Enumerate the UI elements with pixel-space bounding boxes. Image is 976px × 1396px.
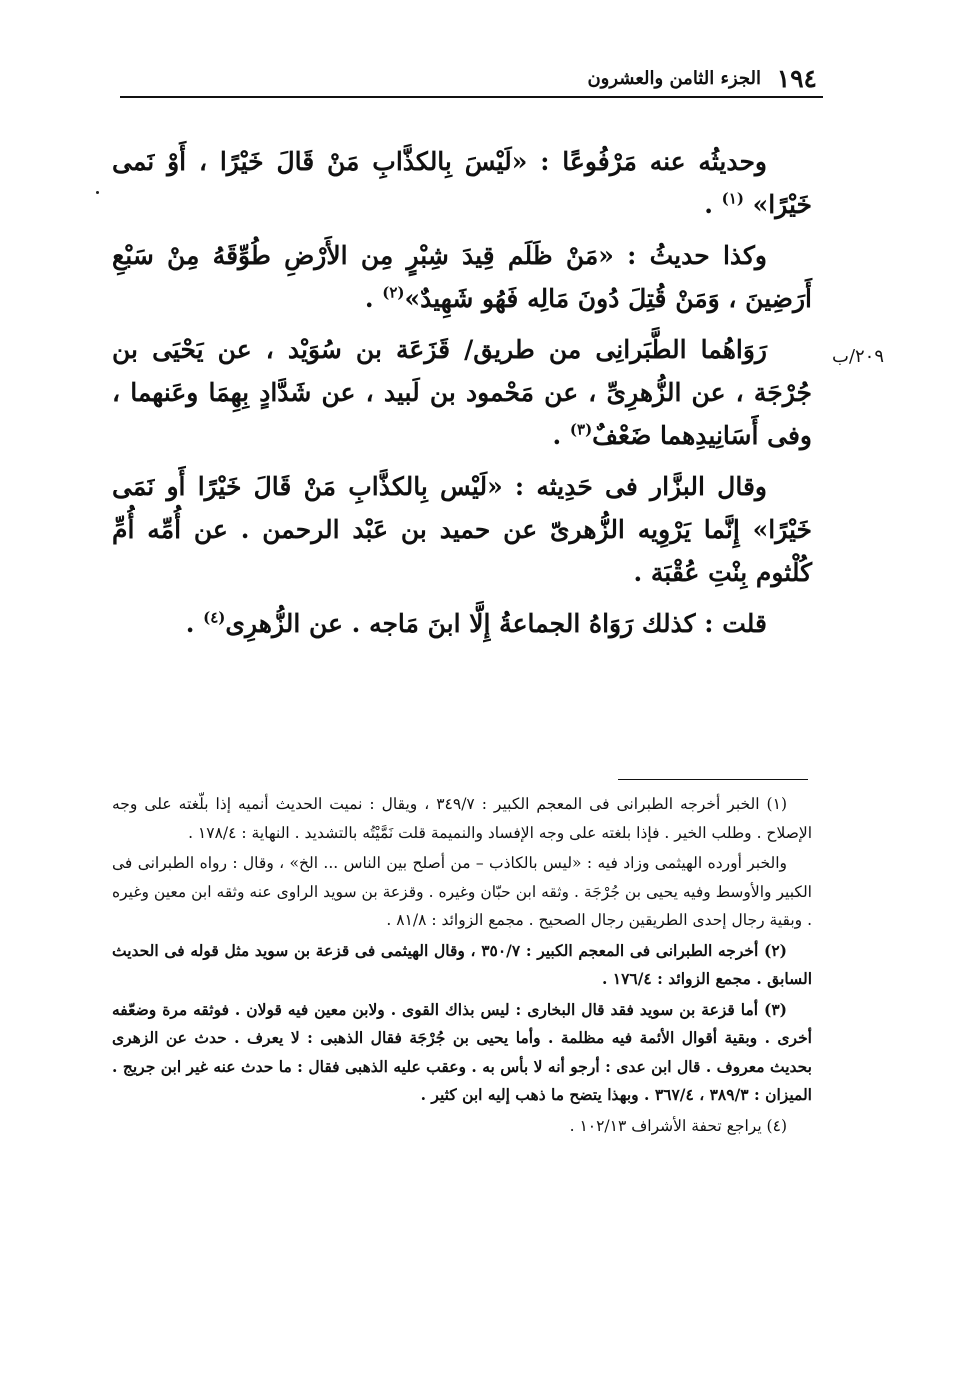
paragraph-5 (112, 602, 812, 645)
paragraph-4-text: وقال البزَّار فى حَدِيثه : «لَيْس بِالكذَّابِ مَنْ قَالَ خَيْرًا أَو نَمَى خَيْرًا» إِنَّما يَرْوِيه الزُّهرىّ عن حميد بن عَبْد الرحمن . عن أُمِّه أُمِّ كُلْثوم بِنْتِ عُقْبَة . (112, 472, 812, 587)
footnote-1: (١) الخبر أخرجه الطبرانى فى المعجم الكبير : ٣٤٩/٧ ، ويقال : نميت الحديث أنميه إذا بلّغته على وجه الإصلاح . وطلب الخير . فإذا بلغته على وجه الإفساد والنميمة قلت نَمَّيْتُه بالتشديد . النهاية : ١٧٨/٤ . (112, 795, 812, 842)
paragraph-1-tail: . (704, 190, 722, 219)
margin-folio-note: ٢٠٩/ب (832, 346, 885, 367)
footnote-1-continued: والخبر أورده الهيثمى وزاد فيه : «ليس بالكاذب – من أصلح بين الناس ... الخ» ، وقال : رواه الطبرانى فى الكبير والأوسط وفيه يحيى بن جُرْجَة . وثقه ابن حبّان وغيره . وقزعة بن سويد الراوى عنه وثقه ابن معين وغيره . وبقية رجال إحدى الطريقين رجال الصحيح . مجمع الزوائد : ٨١/٨ . (112, 854, 812, 929)
paragraph-2-text: وكذا حديثُ : «مَنْ ظَلَم قِيدَ شِبْرٍ مِن الأَرْضِ طُوِّقَهُ مِنْ سَبْعِ أَرَضِينَ ، وَمَنْ قُتِلَ دُونَ مَالِه فَهُو شَهِيدٌ» (112, 241, 812, 313)
paragraph-2-tail: . (364, 284, 383, 313)
page-number: ١٩٤ (776, 64, 817, 93)
header-rule (120, 96, 823, 98)
main-text (112, 140, 812, 653)
running-title: الجزء الثامن والعشرون (587, 68, 761, 89)
paragraph-4 (112, 465, 812, 594)
footnote-ref-3: (٣) (569, 420, 593, 439)
paragraph-3 (112, 328, 812, 457)
page-header (120, 60, 823, 100)
scan-speck (96, 191, 99, 194)
footnote-separator (618, 779, 808, 780)
footnote-ref-2: (٢) (382, 283, 405, 302)
paragraph-5-tail: . (185, 609, 204, 638)
paragraph-1 (112, 140, 812, 226)
paragraph-1-text: وحديثُه عنه مَرْفُوعًا : «لَيْسَ بِالكذَّابِ مَنْ قَالَ خَيْرًا ، أَوْ نَمى خَيْرًا» (112, 147, 812, 219)
footnotes (112, 790, 812, 1142)
paragraph-3-text: رَوَاهُما الطَّبَرانِى من طريق/ قَزَعَة بن سُوَيْد ، عن يَحْيَى بن جُرْجَة ، عن الزُّهرِىِّ ، عن مَحْمود بن لَبيد ، عن شَدَّادٍ بِهِمَا وعَنهما ، وفى أَسَانِيدِهما ضَعْفٌ (112, 335, 812, 450)
footnote-3: (٣) أما قزعة بن سويد فقد قال البخارى : ليس بذاك القوى . ولابن معين فيه قولان . فوثقه مرة وضعّفه أخرى . وبقية أقوال الأئمة فيه مظلمة . وأما يحيى بن جُرْجَة فقال الذهبى : لا يعرف . حدث عن الزهرى بحديث معروف . قال ابن عدى : أرجو أنه لا بأس به . وعقب عليه الذهبى فقال : ما حدث عنه غير ابن جريج . الميزان : ٣٨٩/٣ ، ٣٦٧/٤ . وبهذا يتضح ما ذهب إليه ابن كثير . (112, 999, 812, 1104)
footnote-ref-1: (١) (721, 189, 744, 208)
paragraph-5-text: قلت : كذلك رَوَاهُ الجماعةُ إِلَّا ابنَ مَاجه . عن الزُّهرِى (225, 609, 767, 638)
footnote-2: (٢) أخرجه الطبرانى فى المعجم الكبير : ٣٥٠/٧ ، وقال الهيثمى فى قزعة بن سويد مثل قوله فى الحديث السابق . مجمع الزوائد : ١٧٦/٤ . (112, 940, 812, 988)
paragraph-2 (112, 234, 812, 320)
paragraph-3-tail: . (552, 421, 570, 450)
footnote-4: (٤) يراجع تحفة الأشراف ١٠٢/١٣ . (569, 1116, 787, 1135)
footnote-ref-4: (٤) (203, 608, 226, 627)
